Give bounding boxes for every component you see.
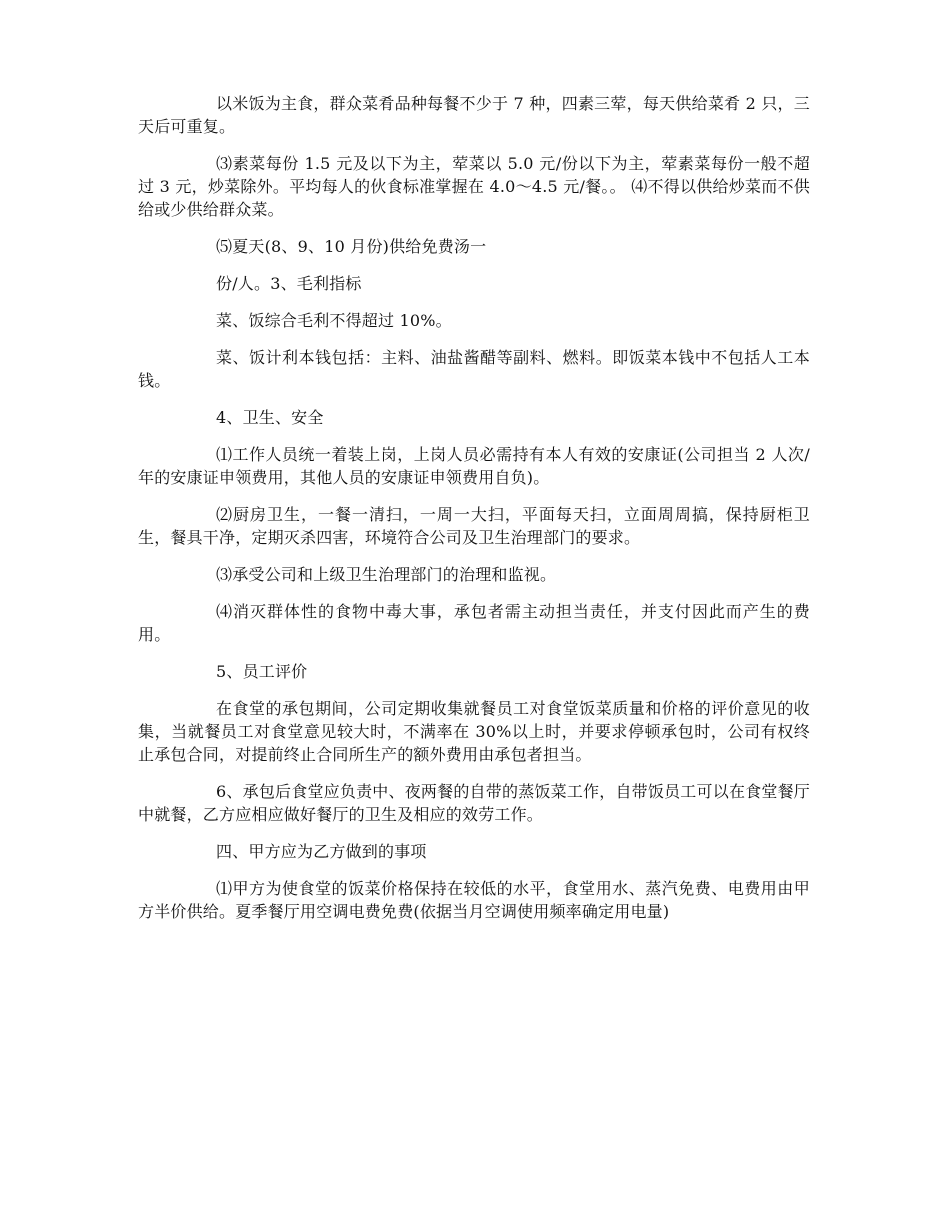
paragraph: 菜、饭综合毛利不得超过 10%。 xyxy=(216,311,452,330)
paragraph: ⑶素菜每份 1.5 元及以下为主，荤菜以 5.0 元/份以下为主，荤素菜每份一般不超过 3 元，炒菜除外。平均每人的伙食标准掌握在 4.0～4.5 元/餐。。 ⑷不得以供给炒菜而不供给或少供给群众菜。 xyxy=(138,154,810,219)
paragraph: 在食堂的承包期间，公司定期收集就餐员工对食堂饭菜质量和价格的评价意见的收集，当就餐员工对食堂意见较大时，不满率在 30%以上时，并要求停顿承包时，公司有权终止承包合同，对提前终止合同所生产的额外费用由承包者担当。 xyxy=(138,699,810,764)
paragraph: ⑴甲方为使食堂的饭菜价格保持在较低的水平，食堂用水、蒸汽免费、电费用由甲方半价供给。夏季餐厅用空调电费免费(依据当月空调使用频率确定用电量) xyxy=(138,879,810,921)
paragraph: ⑸夏天(8、9、10 月份)供给免费汤一 xyxy=(216,237,487,256)
paragraph: ⑴工作人员统一着装上岗，上岗人员必需持有本人有效的安康证(公司担当 2 人次/年的安康证申领费用，其他人员的安康证申领费用自负)。 xyxy=(138,445,810,487)
paragraph: ⑶承受公司和上级卫生治理部门的治理和监视。 xyxy=(216,565,557,584)
paragraph: 以米饭为主食，群众菜肴品种每餐不少于 7 种，四素三荤，每天供给菜肴 2 只，三天后可重复。 xyxy=(138,94,810,136)
paragraph: ⑷消灭群体性的食物中毒大事，承包者需主动担当责任，并支付因此而产生的费用。 xyxy=(138,602,810,644)
document-body xyxy=(138,92,810,937)
paragraph: ⑵厨房卫生，一餐一清扫，一周一大扫，平面每天扫，立面周周搞，保持厨柜卫生，餐具干净，定期灭杀四害，环境符合公司及卫生治理部门的要求。 xyxy=(138,505,810,547)
section-heading: 4、卫生、安全 xyxy=(216,408,324,427)
section-heading: 四、甲方应为乙方做到的事项 xyxy=(216,842,427,861)
paragraph: 菜、饭计利本钱包括：主料、油盐酱醋等副料、燃料。即饭菜本钱中不包括人工本钱。 xyxy=(138,348,810,390)
section-heading: 5、员工评价 xyxy=(216,662,308,681)
paragraph: 6、承包后食堂应负责中、夜两餐的自带的蒸饭菜工作，自带饭员工可以在食堂餐厅中就餐，乙方应相应做好餐厅的卫生及相应的效劳工作。 xyxy=(138,782,810,824)
paragraph: 份/人。3、毛利指标 xyxy=(216,274,362,293)
